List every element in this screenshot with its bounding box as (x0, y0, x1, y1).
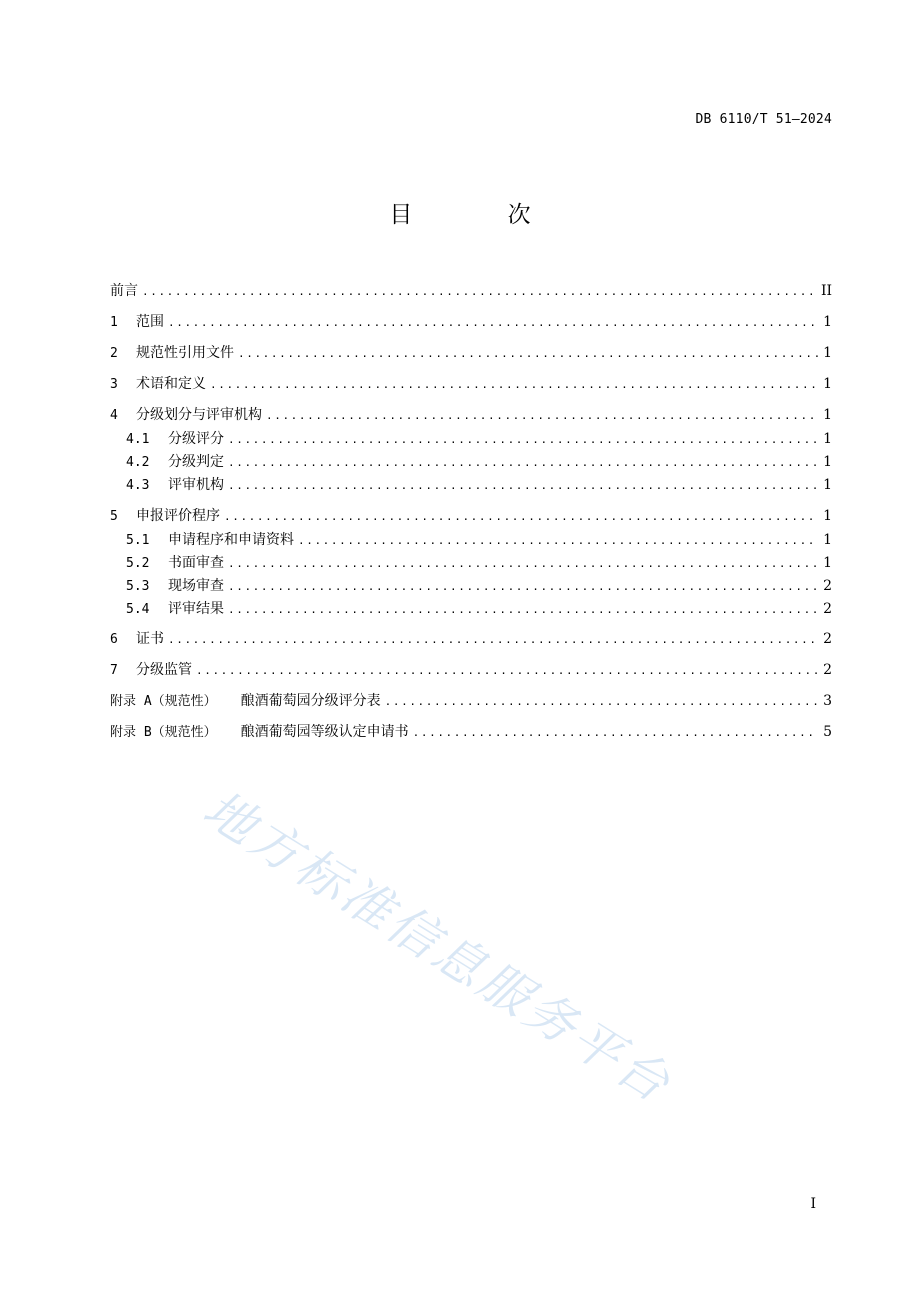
toc-entry-text: 酿酒葡萄园分级评分表 (240, 693, 381, 709)
toc-entry-page: 5 (823, 724, 832, 740)
toc-entry-page: 1 (823, 345, 832, 361)
toc-leader-dots (228, 456, 818, 469)
toc-leader-dots (210, 378, 818, 391)
page-number: I (810, 1196, 816, 1212)
toc-entry-5-1[interactable] (110, 529, 832, 549)
toc-entry-6[interactable] (110, 628, 832, 648)
toc-entry-4-3[interactable] (110, 474, 832, 494)
toc-entry-5[interactable] (110, 505, 832, 525)
toc-entry-number: 7 (110, 663, 118, 678)
toc-leader-dots (298, 534, 818, 547)
toc-entry-appendix-b[interactable] (110, 721, 832, 741)
toc-entry-1[interactable] (110, 311, 832, 331)
toc-entry-text: 范围 (136, 314, 164, 330)
toc-leader-dots (196, 664, 818, 677)
toc-entry-2[interactable] (110, 342, 832, 362)
toc-entry-appendix-a[interactable] (110, 690, 832, 710)
toc-entry-page: 2 (823, 631, 832, 647)
toc-entry-text: 现场审查 (168, 578, 224, 594)
toc-entry-4-1[interactable] (110, 428, 832, 448)
toc-entry-number: 5.1 (126, 533, 150, 548)
toc-entry-number: 5.4 (126, 602, 150, 617)
toc-entry-page: 1 (823, 376, 832, 392)
toc-entry-3[interactable] (110, 373, 832, 393)
toc-entry-number: 4.2 (126, 455, 150, 470)
toc-entry-number: 附录 B（规范性） (110, 725, 217, 740)
toc-entry-page: II (820, 283, 832, 299)
toc-entry-page: 1 (823, 508, 832, 524)
toc-entry-number: 4.1 (126, 432, 150, 447)
toc-entry-page: 1 (823, 454, 832, 470)
toc-entry-page: 1 (823, 532, 832, 548)
toc-entry-text: 分级判定 (168, 454, 224, 470)
toc-entry-text: 书面审查 (168, 555, 224, 571)
toc-entry-text: 申报评价程序 (136, 508, 220, 524)
toc-entry-number: 5 (110, 509, 118, 524)
toc-leader-dots (228, 557, 818, 570)
toc-leader-dots (228, 479, 818, 492)
toc-entry-page: 1 (823, 407, 832, 423)
toc-entry-text: 分级评分 (168, 431, 224, 447)
toc-entry-page: 1 (823, 477, 832, 493)
page-title: 目 次 (389, 202, 575, 228)
toc-leader-dots (228, 603, 818, 616)
toc-entry-number: 5.3 (126, 579, 150, 594)
toc-entry-number: 2 (110, 346, 118, 361)
toc-entry-text: 术语和定义 (136, 376, 206, 392)
toc-entry-text: 分级划分与评审机构 (136, 407, 262, 423)
toc-entry-foreword[interactable] (110, 280, 832, 300)
toc-entry-page: 2 (823, 662, 832, 678)
watermark: 地方标准信息服务平台 (193, 779, 683, 1115)
toc-leader-dots (168, 633, 818, 646)
toc-entry-text: 申请程序和申请资料 (168, 532, 294, 548)
toc-entry-4[interactable] (110, 404, 832, 424)
toc-entry-number: 5.2 (126, 556, 150, 571)
toc-entry-number: 附录 A（规范性） (110, 694, 217, 709)
toc-entry-text: 评审机构 (168, 477, 224, 493)
toc-entry-text: 规范性引用文件 (136, 345, 234, 361)
toc-entry-4-2[interactable] (110, 451, 832, 471)
toc-entry-number: 6 (110, 632, 118, 647)
toc-entry-page: 2 (823, 578, 832, 594)
toc-entry-number: 1 (110, 315, 118, 330)
toc-entry-page: 1 (823, 555, 832, 571)
toc-leader-dots (385, 695, 818, 708)
toc-entry-page: 1 (823, 314, 832, 330)
toc-entry-number: 4 (110, 408, 118, 423)
toc-leader-dots (238, 347, 818, 360)
toc-entry-5-4[interactable] (110, 598, 832, 618)
toc-entry-page: 1 (823, 431, 832, 447)
toc-leader-dots (142, 285, 817, 298)
toc-entry-text: 证书 (136, 631, 164, 647)
toc-entry-text: 前言 (110, 283, 138, 299)
toc-leader-dots (224, 510, 818, 523)
toc-leader-dots (168, 316, 818, 329)
toc-entry-page: 3 (823, 693, 832, 709)
toc-entry-page: 2 (823, 601, 832, 617)
toc-entry-number: 4.3 (126, 478, 150, 493)
toc-entry-text: 分级监管 (136, 662, 192, 678)
doc-code: DB 6110/T 51—2024 (695, 112, 832, 127)
toc-entry-number: 3 (110, 377, 118, 392)
toc-leader-dots (228, 580, 818, 593)
toc-leader-dots (228, 433, 818, 446)
toc-entry-7[interactable] (110, 659, 832, 679)
toc-entry-text: 酿酒葡萄园等级认定申请书 (240, 724, 409, 740)
toc-leader-dots (266, 409, 818, 422)
toc-entry-5-3[interactable] (110, 575, 832, 595)
toc-entry-5-2[interactable] (110, 552, 832, 572)
toc-leader-dots (413, 726, 818, 739)
toc-entry-text: 评审结果 (168, 601, 224, 617)
